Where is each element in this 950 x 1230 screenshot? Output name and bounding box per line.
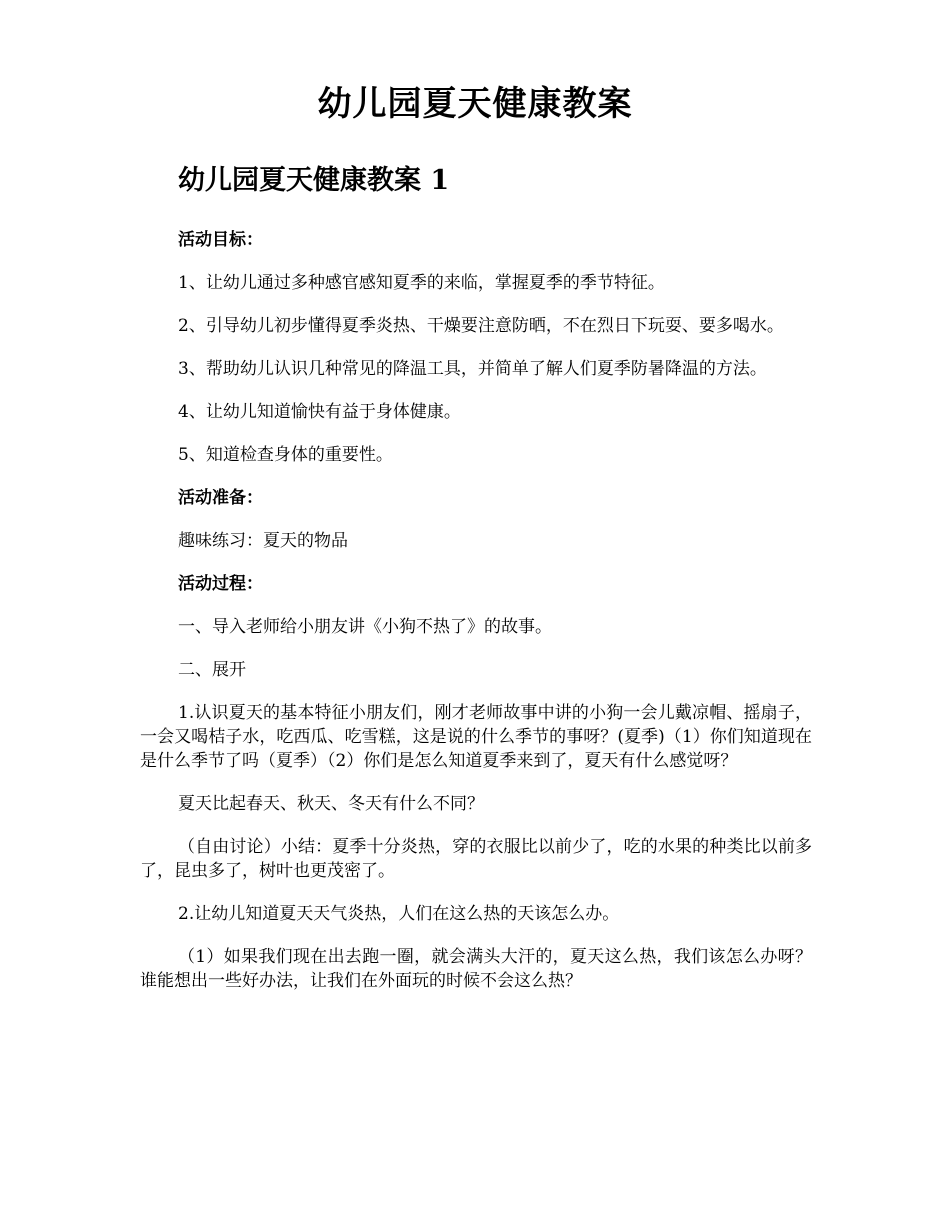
document-title: 幼儿园夏天健康教案 [317, 84, 633, 124]
process-paragraph: （自由讨论）小结：夏季十分炎热，穿的衣服比以前少了，吃的水果的种类比以前多了，昆虫多了，树叶也更茂密了。 [140, 837, 812, 881]
process-paragraph: 1.认识夏天的基本特征小朋友们，刚才老师故事中讲的小狗一会儿戴凉帽、摇扇子，一会又喝桔子水，吃西瓜、吃雪糕，这是说的什么季节的事呀？(夏季)（1）你们知道现在是什么季节了吗（夏季）（2）你们是怎么知道夏季来到了，夏天有什么感觉呀？ [140, 703, 812, 771]
preparation-text: 趣味练习：夏天的物品 [178, 531, 348, 551]
process-paragraph: 2.让幼儿知道夏天天气炎热，人们在这么热的天该怎么办。 [178, 904, 620, 924]
goal-item: 1、让幼儿通过多种感官感知夏季的来临，掌握夏季的季节特征。 [178, 273, 665, 293]
goal-item: 2、引导幼儿初步懂得夏季炎热、干燥要注意防晒，不在烈日下玩耍、要多喝水。 [178, 316, 784, 336]
document-body [140, 228, 812, 1012]
process-paragraph: （1）如果我们现在出去跑一圈，就会满头大汗的，夏天这么热，我们该怎么办呀？谁能想出一些好办法，让我们在外面玩的时候不会这么热？ [140, 947, 812, 991]
process-step: 一、导入老师给小朋友讲《小狗不热了》的故事。 [178, 617, 552, 637]
heading-activity-process: 活动过程： [178, 574, 263, 594]
goal-item: 3、帮助幼儿认识几种常见的降温工具，并简单了解人们夏季防暑降温的方法。 [178, 359, 767, 379]
heading-activity-goals: 活动目标： [178, 230, 263, 250]
process-step: 二、展开 [178, 660, 246, 680]
section-heading: 幼儿园夏天健康教案 1 [178, 165, 450, 196]
goal-item: 5、知道检查身体的重要性。 [178, 445, 393, 465]
goal-item: 4、让幼儿知道愉快有益于身体健康。 [178, 402, 461, 422]
process-paragraph: 夏天比起春天、秋天、冬天有什么不同？ [178, 794, 484, 814]
heading-activity-preparation: 活动准备： [178, 488, 263, 508]
